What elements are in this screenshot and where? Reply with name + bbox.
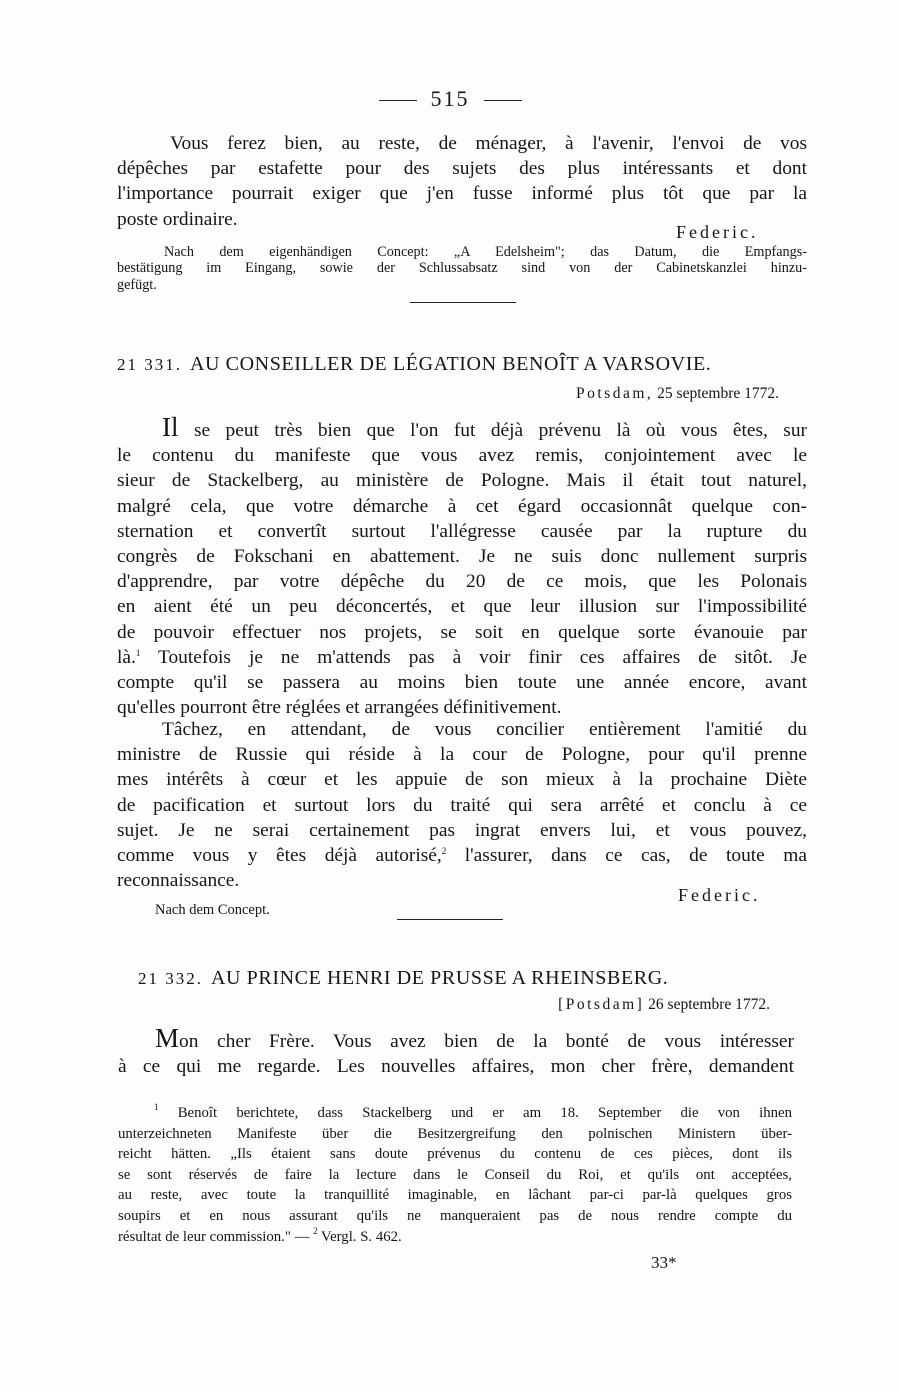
drop-initial: M: [155, 1023, 180, 1053]
footnote-mark-1: 1: [154, 1102, 159, 1112]
page-number-rule-left: [379, 100, 417, 101]
footnote-mark-2: 2: [313, 1225, 318, 1236]
letter-heading-21331: 21 331. AU CONSEILLER DE LÉGATION BENOÎT A VARSOVIE.: [117, 353, 712, 375]
section-divider-1: [410, 302, 516, 303]
letter-21331-source-note: Nach dem Concept.: [155, 902, 270, 918]
signature-federic-1: Federic.: [676, 222, 759, 242]
page-number-rule-right: [484, 100, 522, 101]
footnote-ref-1[interactable]: 1: [135, 647, 141, 658]
letter-heading-21332: 21 332. AU PRINCE HENRI DE PRUSSE A RHEINSBERG.: [138, 967, 669, 989]
printer-signature-mark: 33*: [651, 1253, 677, 1272]
drop-initial: Il: [162, 412, 179, 442]
letter-dateline-21332: [Potsdam] 26 septembre 1772.: [558, 996, 770, 1013]
carryover-paragraph: Vous ferez bien, au reste, de ménager, à l'avenir, l'envoi de vos dépêches par estafette pour des sujets des plus intéressants et dont l'importance pourrait exiger que j'en fusse informé plus tôt que par la poste ordinaire.: [117, 133, 807, 230]
section-divider-2: [397, 919, 503, 920]
page-number: 515: [0, 86, 900, 112]
letter-21331-paragraph-1: Il se peut très bien que l'on fut déjà prévenu là où vous êtes, sur le contenu du manifeste que vous avez remis, conjointement avec le sieur de Stackelberg, au ministère de Pologne. Mais il était tout naturel, malgré cela, que votre démarche à cet égard occasionnât quelque con- sternation et convertît surtout l'allégresse causée par la rupture du congrès de Fokschani en abattement. Je ne suis donc nullement surpris d'apprendre, par votre dépêche du 20 de ce mois, que les Polonais en aient été un peu déconcertés, et que leur illusion sur l'impossibilité de pouvoir effectuer nos projets, se soit en quelque sorte évanouie par là.$^1$ Toutefois je ne m'attends pas à voir finir ces affaires de sitôt. Je compte qu'il se passera au moins bien toute une année encore, avant qu'elles pourront être réglées et arrangées définitivement.: [117, 412, 807, 719]
letter-21332-opening: Mon cher Frère. Vous avez bien de la bonté de vous intéresser à ce qui me regarde. Les nouvelles affaires, mon cher frère, demandent: [118, 1023, 794, 1078]
signature-federic-2: Federic.: [678, 885, 761, 905]
carryover-source-note: Nach dem eigenhändigen Concept: „A Edelsheim"; das Datum, die Empfangs- bestätigung im Eingang, sowie der Schlussabsatz sind von der Cabinetskanzlei hinzu- gefügt.: [117, 244, 807, 293]
footnotes: $^1$ Benoît berichtete, dass Stackelberg und er am 18. September die von ihnen unterzeichneten Manifeste über die Besitzergreifung den polnischen Ministern über- reicht hätten. „Ils étaient sans doute prévenus du contenu de ces pièces, dont ils se sont réservés de faire la lecture dans le Conseil du Roi, et qu'ils ont acceptées, au reste, avec toute la tranquillité imaginable, en lâchant par-ci par-là quelques gros soupirs et en nous assurant qu'ils ne manqueraient pas de nous rendre compte du résultat de leur commission." — $^2$ Vergl. S. 462.: [118, 1102, 792, 1245]
footnote-ref-2[interactable]: 2: [441, 846, 447, 857]
letter-21331-paragraph-2: Tâchez, en attendant, de vous concilier entièrement l'amitié du ministre de Russie qui réside à la cour de Pologne, pour qu'il prenne mes intérêts à cœur et les appuie de son mieux à la prochaine Diète de pacification et surtout lors du traité qui sera arrêté et conclu à ce sujet. Je ne serai certainement pas ingrat envers lui, et vous pouvez, comme vous y êtes déjà autorisé,$^2$ l'assurer, dans ce cas, de toute ma reconnaissance.: [117, 719, 807, 892]
letter-dateline-21331: Potsdam, 25 septembre 1772.: [576, 385, 779, 402]
